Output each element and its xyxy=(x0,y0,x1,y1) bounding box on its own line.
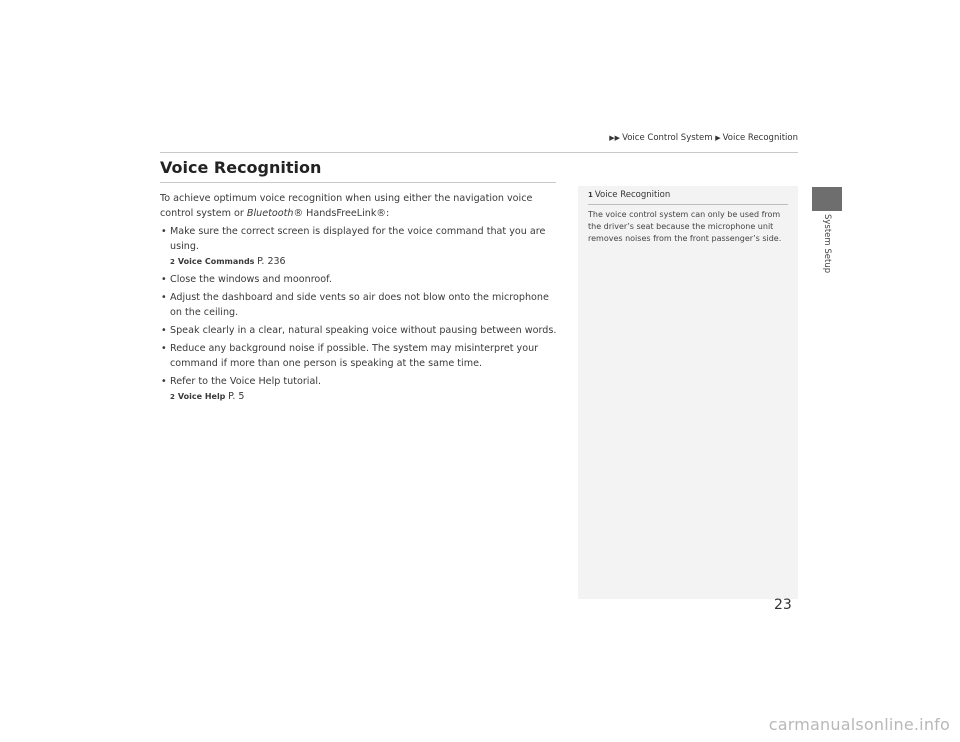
tips-list xyxy=(160,224,560,404)
arrow-icon: ▶ xyxy=(715,134,721,142)
breadcrumb-item: Voice Control System xyxy=(622,133,713,143)
list-item: • Make sure the correct screen is displayed for the voice command that you are using. 2 Voice Commands P. 236 xyxy=(160,224,560,269)
main-content xyxy=(160,191,560,407)
bullet-icon: • xyxy=(161,343,167,354)
list-item: • Refer to the Voice Help tutorial. 2 Voice Help P. 5 xyxy=(160,374,560,404)
list-item: • Reduce any background noise if possible. The system may misinterpret your command if more than one person is speaking at the same time. xyxy=(161,343,539,369)
intro-paragraph: To achieve optimum voice recognition when using either the navigation voice control system or Bluetooth® HandsFreeLink®: xyxy=(160,193,533,219)
reference-arrow-icon: 2 xyxy=(170,393,175,401)
page-title: Voice Recognition xyxy=(160,158,322,177)
bullet-icon: • xyxy=(161,226,167,237)
title-divider xyxy=(160,182,556,183)
bullet-icon: • xyxy=(161,292,167,303)
list-item: • Speak clearly in a clear, natural speaking voice without pausing between words. xyxy=(161,325,557,336)
top-divider xyxy=(160,152,798,153)
breadcrumb-item: Voice Recognition xyxy=(722,133,798,143)
section-label: System Setup xyxy=(822,214,832,274)
note-body: The voice control system can only be used from the driver’s seat because the microphone unit removes noises from the front passenger’s side. xyxy=(588,210,782,243)
arrow-icon: ▶▶ xyxy=(609,134,621,142)
list-item: • Adjust the dashboard and side vents so air does not blow onto the microphone on the ceiling. xyxy=(161,292,549,318)
bullet-icon: • xyxy=(161,376,167,387)
list-item: • Close the windows and moonroof. xyxy=(161,274,332,285)
breadcrumb xyxy=(609,133,798,143)
cross-reference-link[interactable]: 2 Voice Commands P. 236 xyxy=(170,256,286,267)
cross-reference-link[interactable]: 2 Voice Help P. 5 xyxy=(170,391,245,402)
bullet-icon: • xyxy=(161,274,167,285)
note-icon: 1 xyxy=(588,191,593,199)
side-note xyxy=(578,186,798,599)
reference-arrow-icon: 2 xyxy=(170,258,175,266)
bullet-icon: • xyxy=(161,325,167,336)
watermark: carmanualsonline.info xyxy=(768,715,950,734)
section-tab xyxy=(812,187,842,211)
page-number: 23 xyxy=(774,597,792,613)
note-title: 1 Voice Recognition xyxy=(588,190,788,205)
